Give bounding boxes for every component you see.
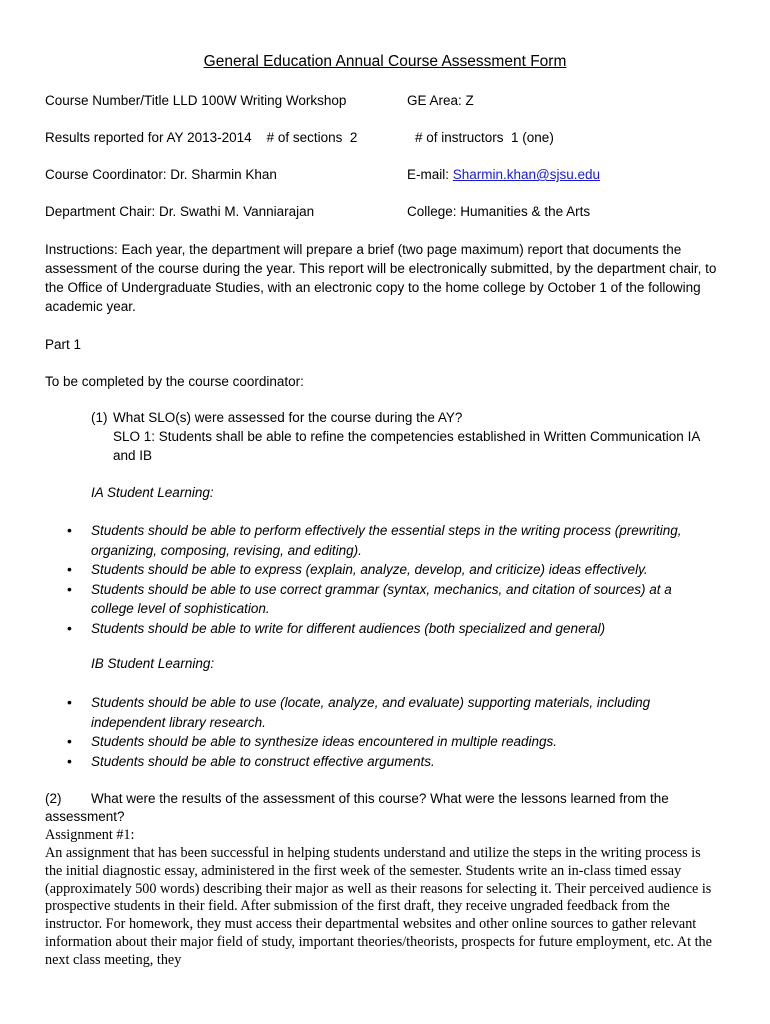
course-coordinator: Course Coordinator: Dr. Sharmin Khan [45, 167, 277, 182]
bullet-icon: • [67, 580, 72, 597]
bullet-icon: • [67, 694, 72, 710]
coordinator-note: To be completed by the course coordinator: [45, 374, 304, 389]
email-link[interactable]: Sharmin.khan@sjsu.edu [452, 167, 601, 182]
results-row [45, 130, 735, 148]
coordinator-row [45, 167, 735, 185]
list-item [45, 732, 705, 752]
department-chair: Department Chair: Dr. Swathi M. Vanniarajan [45, 204, 315, 219]
ib-heading: IB Student Learning: [91, 656, 215, 671]
ia-bullet-text: Students should be able to express (explain, analyze, develop, and criticize) ideas effectively. [91, 562, 648, 577]
ib-bullet-text: Students should be able to synthesize ideas encountered in multiple readings. [91, 734, 558, 749]
ib-bullet-text: Students should be able to use (locate, analyze, and evaluate) supporting materials, including independent library research. [91, 695, 651, 730]
question-1 [91, 408, 721, 465]
slo-1-text: SLO 1: Students shall be able to refine the competencies established in Written Communication IA and IB [113, 429, 700, 463]
bullet-icon: • [67, 733, 72, 749]
instructions-paragraph: Instructions: Each year, the department will prepare a brief (two page maximum) report that documents the assessment of the course during the year. This report will be electronically submitted, by the department chair, to the Office of Undergraduate Studies, with an electronic copy to the home college by October 1 of the following academic year. [45, 242, 717, 314]
ge-area: GE Area: Z [407, 93, 474, 108]
course-row [45, 93, 735, 111]
list-item [45, 752, 705, 772]
bullet-icon: • [67, 752, 72, 769]
course-number-title: Course Number/Title LLD 100W Writing Workshop [45, 93, 347, 108]
question-1-number: (1) [91, 410, 108, 425]
question-2-text: What were the results of the assessment of this course? What were the lessons learned from the assessment? [45, 791, 669, 824]
question-1-text: What SLO(s) were assessed for the course during the AY? [113, 410, 463, 425]
email-line [407, 167, 600, 182]
ib-bullet-text: Students should be able to construct effective arguments. [91, 753, 435, 769]
list-item [45, 693, 705, 732]
college: College: Humanities & the Arts [407, 204, 591, 219]
list-item [45, 560, 705, 580]
results-reported: Results reported for AY 2013-2014 # of sections 2 [45, 130, 358, 145]
ia-bullet-list [45, 521, 705, 638]
ib-bullet-list [45, 693, 705, 771]
list-item [45, 580, 705, 619]
chair-row [45, 204, 735, 222]
ia-bullet-text: Students should be able to perform effectively the essential steps in the writing process (prewriting, organizing, composing, revising, and editing). [91, 523, 682, 558]
bullet-icon: • [67, 561, 72, 577]
ia-bullet-text: Students should be able to use correct grammar (syntax, mechanics, and citation of sources) at a college level of sophistication. [91, 581, 672, 616]
list-item [45, 619, 705, 639]
part-heading: Part 1 [45, 337, 82, 352]
question-2 [45, 790, 725, 826]
email-label: E-mail: [407, 167, 453, 182]
assignment-paragraph: An assignment that has been successful in helping students understand and utilize the steps in the writing process is the initial diagnostic essay, administered in the first week of the semester. Students write an in-class timed essay (approximately 500 words) describing their major as well as their reasons for selecting it. Their perceived audience is prospective students in their field. After submission of the first draft, they receive ungraded feedback from the instructor. For homework, they must access their departmental websites and other online sources to gather relevant information about their major field of study, important theories/theorists, prospects for future employment, etc. At the next class meeting, they [45, 845, 712, 968]
question-2-number: (2) [45, 791, 62, 806]
ia-heading: IA Student Learning: [91, 485, 214, 500]
form-title: General Education Annual Course Assessment Form [203, 53, 567, 70]
bullet-icon: • [67, 619, 72, 636]
bullet-icon: • [67, 522, 72, 538]
list-item [45, 521, 705, 560]
instructors-count: # of instructors 1 (one) [415, 130, 554, 145]
ia-bullet-text: Students should be able to write for different audiences (both specialized and general) [91, 620, 606, 636]
assignment-heading: Assignment #1: [45, 827, 135, 843]
